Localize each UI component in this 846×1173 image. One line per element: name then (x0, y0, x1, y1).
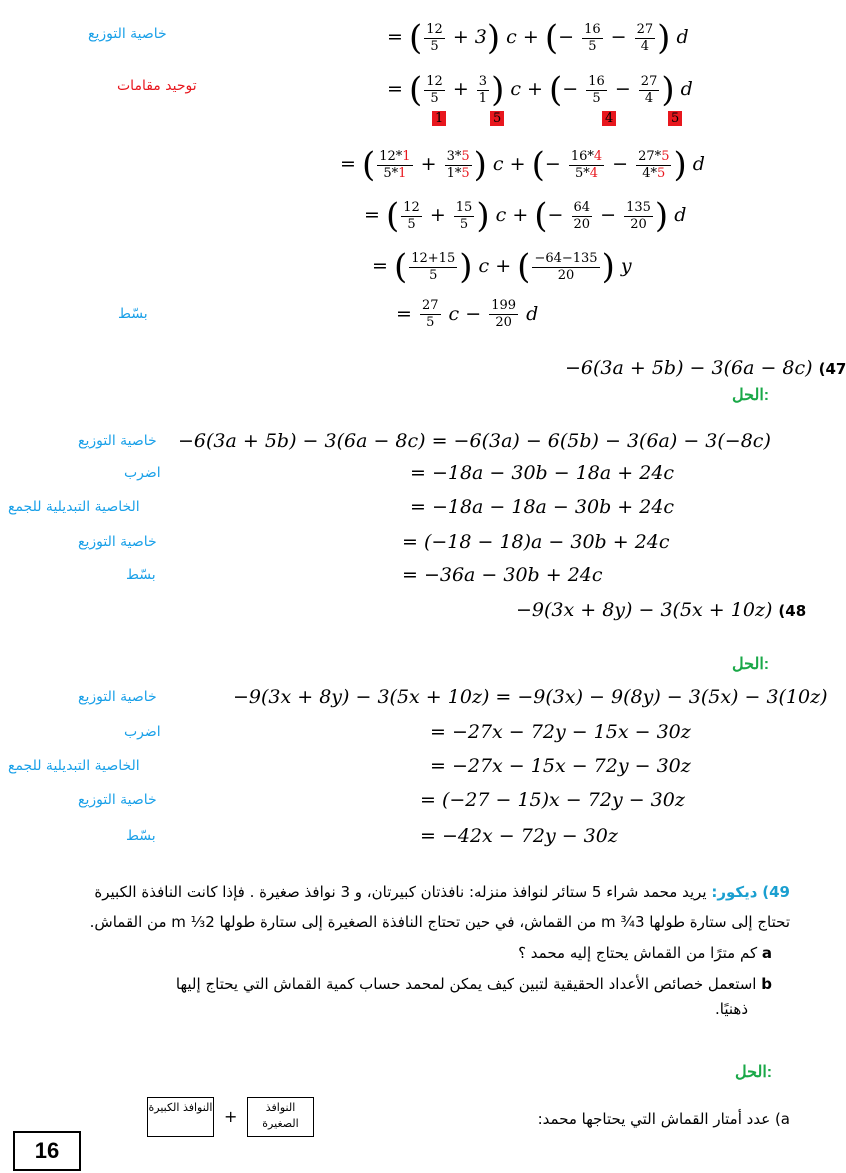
lcd-marker-2: 5 (490, 111, 504, 126)
p47-step-5: = −36a − 30b + 24c (402, 564, 603, 586)
equation-line-1: = ( $\frac{12}{5}$ + 3) c + (− $\frac{16}{5}$ − $\frac{27}{4}$ ) d (387, 18, 689, 58)
problem-49-line-1: 49) ديكور: يريد محمد شراء 5 ستائر لنوافذ منزله: نافذتان كبيرتان، و 3 نوافذ صغيرة . فإذا كانت النافذة الكبيرة (94, 883, 790, 901)
p48-note-distributive: خاصية التوزيع (78, 689, 157, 705)
p48-note-simplify: بسّط (126, 828, 156, 844)
equation-line-4: = ( $\frac{12}{5}$ + $\frac{15}{5}$ ) c + (− $\frac{64}{20}$ − $\frac{135}{20}$ ) d (364, 196, 687, 236)
note-simplify: بسّط (118, 306, 148, 322)
p48-step-2: = −27x − 72y − 15x − 30z (430, 721, 691, 743)
problem-47-expression: −6(3a + 5b) − 3(6a − 8c) (47 (565, 357, 846, 379)
p48-note-commutative: الخاصية التبديلية للجمع (8, 758, 140, 774)
p48-step-5: = −42x − 72y − 30z (420, 825, 618, 847)
problem-48-solution-label: الحل: (732, 656, 770, 673)
equation-line-6: = $\frac{27}{5}$ c − $\frac{199}{20}$ d (396, 298, 539, 330)
lcd-marker-3: 4 (602, 111, 616, 126)
problem-49-answer-a: a) عدد أمتار القماش التي يحتاجها محمد: (537, 1110, 790, 1128)
problem-49-part-a: a كم مترًا من القماش يحتاج إليه محمد ؟ (518, 944, 772, 962)
problem-49-line-2: تحتاج إلى ستارة طولها 3¾ m من القماش، في حين تحتاج النافذة الصغيرة إلى ستارة طولها 2⅓ m من القماش. (89, 913, 790, 931)
p47-step-1: −6(3a + 5b) − 3(6a − 8c) = −6(3a) − 6(5b) − 3(6a) − 3(−8c) (178, 430, 771, 452)
p48-note-distributive-2: خاصية التوزيع (78, 792, 157, 808)
page-number: 16 (13, 1131, 81, 1171)
equation-line-2: = ( $\frac{12}{5}$ + $\frac{3}{1}$ ) c + (− $\frac{16}{5}$ − $\frac{27}{4}$ ) d (387, 70, 693, 110)
problem-49-solution-label: الحل: (735, 1064, 773, 1081)
box-small-windows: النوافذ الصغيرة (247, 1097, 314, 1137)
p47-step-2: = −18a − 30b − 18a + 24c (410, 462, 675, 484)
problem-47-solution-label: الحل: (732, 387, 770, 404)
problem-49-part-b-cont: ذهنيًا. (715, 1000, 748, 1018)
equation-line-5: = ( $\frac{12+15}{5}$ ) c + ( $\frac{-64-135}{20}$ ) y (372, 247, 632, 287)
equation-line-3: = ( $\frac{12*1}{5*1}$ + $\frac{3*5}{1*5}$ ) c + (− $\frac{16*4}{5*4}$ − $\frac{27*5}{4*5}$ ) d (340, 145, 705, 185)
p47-note-distributive: خاصية التوزيع (78, 433, 157, 449)
box-large-windows: النوافذ الكبيرة (147, 1097, 214, 1137)
p48-step-4: = (−27 − 15)x − 72y − 30z (420, 789, 685, 811)
lcd-marker-4: 5 (668, 111, 682, 126)
p48-note-multiply: اضرب (124, 724, 161, 740)
p47-note-distributive-2: خاصية التوزيع (78, 534, 157, 550)
note-common-denominator: توحيد مقامات (117, 78, 197, 94)
problem-49-part-b: b استعمل خصائص الأعداد الحقيقية لتبين كيف يمكن لمحمد حساب كمية القماش التي يحتاج إليها (175, 975, 772, 993)
problem-48-expression: −9(3x + 8y) − 3(5x + 10z) (48 (516, 599, 807, 621)
p48-step-1: −9(3x + 8y) − 3(5x + 10z) = −9(3x) − 9(8y) − 3(5x) − 3(10z) (233, 686, 828, 708)
p47-step-4: = (−18 − 18)a − 30b + 24c (402, 531, 670, 553)
p47-note-commutative: الخاصية التبديلية للجمع (8, 499, 140, 515)
p47-note-simplify: بسّط (126, 567, 156, 583)
lcd-marker-1: 1 (432, 111, 446, 126)
p47-note-multiply: اضرب (124, 465, 161, 481)
plus-sign: + (224, 1107, 238, 1126)
p48-step-3: = −27x − 15x − 72y − 30z (430, 755, 691, 777)
note-distributive: خاصية التوزيع (88, 26, 167, 42)
p47-step-3: = −18a − 18a − 30b + 24c (410, 496, 675, 518)
